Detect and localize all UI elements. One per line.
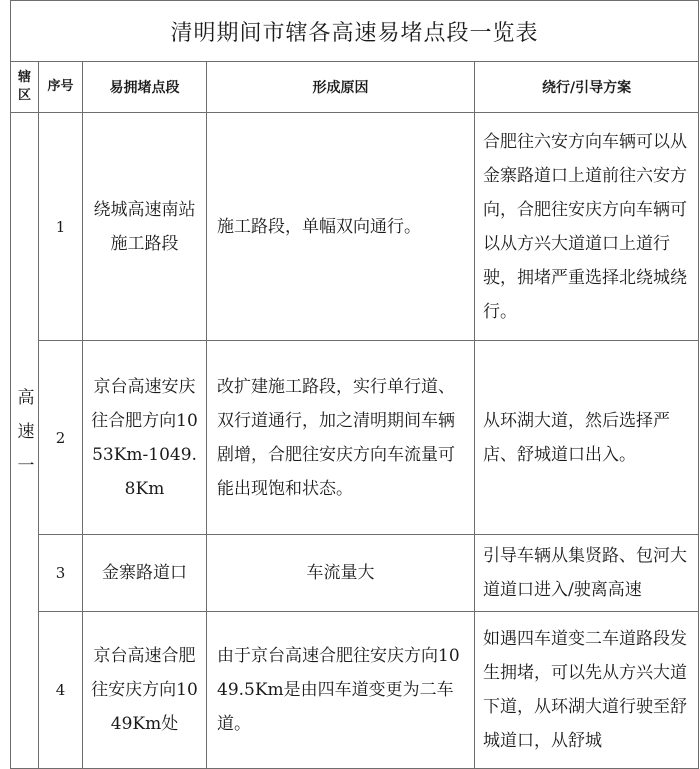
plan-cell: 如遇四车道变二车道路段发生拥堵，可以先从方兴大道下道，从环湖大道行驶至舒城道口，从舒城 — [475, 612, 699, 769]
section-cell: 金寨路道口 — [83, 535, 207, 612]
header-reason: 形成原因 — [207, 62, 475, 113]
plan-cell: 从环湖大道，然后选择严店、舒城道口出入。 — [475, 341, 699, 535]
table-row — [11, 341, 699, 535]
seq-cell: 3 — [39, 535, 83, 612]
header-row — [11, 62, 699, 113]
table-row — [11, 113, 699, 341]
reason-cell: 车流量大 — [207, 535, 475, 612]
reason-cell: 施工路段，单幅双向通行。 — [207, 113, 475, 341]
seq-cell: 2 — [39, 341, 83, 535]
table-row — [11, 535, 699, 612]
plan-cell: 合肥往六安方向车辆可以从金寨路道口上道前往六安方向，合肥往安庆方向车辆可以从方兴大道道口上道行驶，拥堵严重选择北绕城绕行。 — [475, 113, 699, 341]
section-cell: 京台高速合肥往安庆方向1049Km处 — [83, 612, 207, 769]
section-cell: 京台高速安庆往合肥方向1053Km-1049.8Km — [83, 341, 207, 535]
seq-cell: 4 — [39, 612, 83, 769]
header-zone: 辖区 — [11, 62, 39, 113]
header-plan: 绕行/引导方案 — [475, 62, 699, 113]
table-title: 清明期间市辖各高速易堵点段一览表 — [11, 1, 699, 62]
section-cell: 绕城高速南站施工路段 — [83, 113, 207, 341]
reason-cell: 由于京台高速合肥往安庆方向1049.5Km是由四车道变更为二车道。 — [207, 612, 475, 769]
plan-cell: 引导车辆从集贤路、包河大道道口进入/驶离高速 — [475, 535, 699, 612]
header-section: 易拥堵点段 — [83, 62, 207, 113]
header-seq: 序号 — [39, 62, 83, 113]
reason-cell: 改扩建施工路段，实行单行道、双行道通行，加之清明期间车辆剧增，合肥往安庆方向车流量可能出现饱和状态。 — [207, 341, 475, 535]
zone-label: 高速一 — [17, 388, 35, 476]
zone-cell — [11, 113, 39, 769]
congestion-table — [10, 0, 699, 769]
table-row — [11, 612, 699, 769]
seq-cell: 1 — [39, 113, 83, 341]
